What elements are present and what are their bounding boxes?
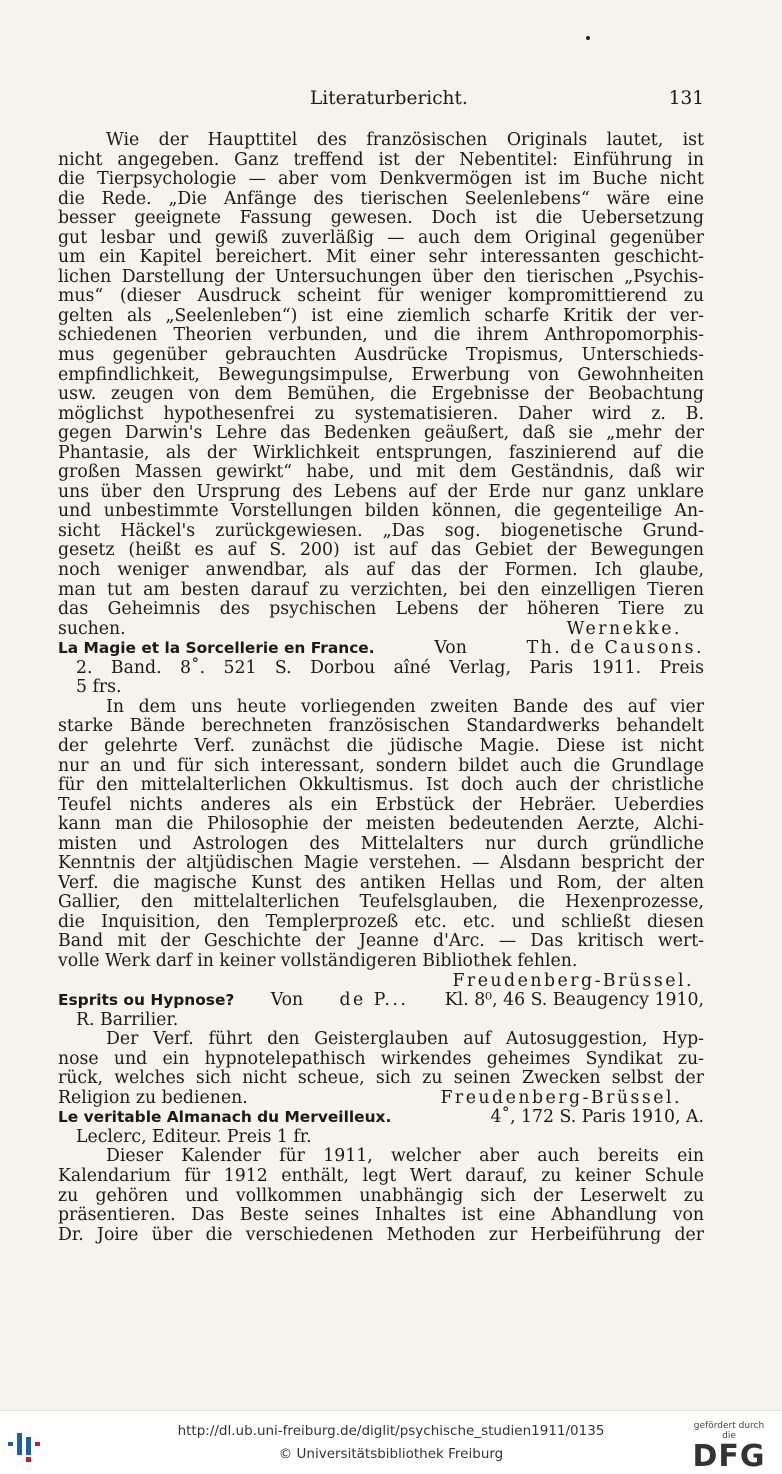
review-by: Von <box>270 990 304 1011</box>
text-line: Verf. die magische Kunst des antiken Hellas und Rom, der alten <box>58 872 704 893</box>
text-line-with-signature <box>58 620 704 640</box>
reviewer-signature: Freudenberg-Brüssel. <box>452 970 694 991</box>
text-line: nur an und für sich interessant, sondern bildet auch die Grundlage <box>58 755 704 776</box>
body-text <box>58 131 704 1245</box>
text-line: schiedenen Theorien verbunden, und die ihrem Anthropomorphis- <box>58 325 704 346</box>
text-line: möglichst hypothesenfrei zu systematisieren. Daher wird z. B. <box>58 403 704 424</box>
text-line: noch weniger anwendbar, als auf das der Formen. Ich glaube, <box>58 560 704 581</box>
text-line: Kenntnis der altjüdischen Magie verstehen. — Alsdann bespricht der <box>58 853 704 874</box>
review-heading <box>58 991 704 1011</box>
text-line-with-signature <box>58 1089 704 1109</box>
text-line: für den mittelalterlichen Okkultismus. Ist doch auch der christliche <box>58 775 704 796</box>
text-line: um ein Kapitel bereichert. Mit einer sehr interessanten geschicht- <box>58 247 704 268</box>
text-line: der gelehrte Verf. zunächst die jüdische Magie. Diese ist nicht <box>58 735 704 756</box>
bibliographic-line: R. Barrilier. <box>76 1009 179 1030</box>
speck-mark <box>586 36 590 40</box>
text-line: das Geheimnis des psychischen Lebens der höheren Tiere zu <box>58 599 704 620</box>
text-line: und unbestimmte Vorstellungen bilden können, die gegenteilige An- <box>58 501 704 522</box>
text-line: die Rede. „Die Anfänge des tierischen Seelenlebens“ wäre eine <box>58 188 704 209</box>
review-author: Th. de Causons. <box>526 638 704 659</box>
text-line: die Inquisition, den Templerprozeß etc. etc. und schließt diesen <box>58 911 704 932</box>
page-number: 131 <box>668 88 704 109</box>
text-line: volle Werk darf in keiner vollständigeren Bibliothek fehlen. <box>58 950 578 971</box>
text-line: nicht angegeben. Ganz treffend ist der Nebentitel: Einführung in <box>58 149 704 170</box>
running-head <box>58 88 704 114</box>
text-line: zu gehören und vollkommen unabhängig sich der Leserwelt zu <box>58 1185 704 1206</box>
text-fragment: Religion zu bedienen. <box>58 1087 248 1108</box>
bibliographic-line: 5 frs. <box>76 677 122 698</box>
dfg-caption: gefördert durch die <box>693 1421 765 1441</box>
text-line: mus gegenüber gebrauchten Ausdrücke Tropismus, Unterschieds- <box>58 345 704 366</box>
bibliographic-line: 2. Band. 8˚. 521 S. Dorbou aîné Verlag, Paris 1911. Preis <box>76 657 704 678</box>
text-line: Gallier, den mittelalterlichen Teufelsglauben, die Hexenprozesse, <box>58 892 704 913</box>
text-line: die Tierpsychologie — aber vom Denkvermögen ist im Buche nicht <box>58 169 704 190</box>
review-by: Von <box>434 638 467 659</box>
review-title: Esprits ou Hypnose? <box>58 991 235 1010</box>
text-line: lichen Darstellung der Untersuchungen über den tierischen „Psychis- <box>58 266 704 287</box>
permalink-url[interactable]: http://dl.ub.uni-freiburg.de/diglit/psychische_studien1911/0135 <box>177 1423 605 1439</box>
text-line: starke Bände berechneten französischen Standardwerks behandelt <box>58 716 704 737</box>
bibliographic-info: Kl. 8⁰, 46 S. Beaugency 1910, <box>444 990 704 1011</box>
text-line: mus“ (dieser Ausdruck scheint für weniger kompromittierend zu <box>58 286 704 307</box>
text-line: Band mit der Geschichte der Jeanne d'Arc. — Das kritisch wert- <box>58 931 704 952</box>
review-heading <box>58 1108 704 1128</box>
text-line: uns über den Ursprung des Lebens auf der Erde nur ganz unklare <box>58 481 704 502</box>
text-line: Dr. Joire über die verschiedenen Methoden zur Herbeiführung der <box>58 1224 704 1245</box>
viewer-footer <box>0 1410 782 1474</box>
reviewer-signature: Freudenberg-Brüssel. <box>440 1087 682 1108</box>
text-line: nose und ein hypnotelepathisch wirkendes geheimes Syndikat zu- <box>58 1048 704 1069</box>
dfg-wordmark: DFG <box>692 1439 766 1474</box>
text-line: gesetz (heißt es auf S. 200) ist auf das Gebiet der Bewegungen <box>58 540 704 561</box>
text-fragment: suchen. <box>58 618 126 639</box>
text-line: rück, welches sich nicht scheue, sich zu seinen Zwecken selbst der <box>58 1068 704 1089</box>
reviewer-signature: Wernekke. <box>566 618 682 639</box>
text-line: kann man die Philosophie der meisten bedeutenden Aerzte, Alchi- <box>58 814 704 835</box>
text-line: gelten als „Seelenleben“) ist eine ziemlich scharfe Kritik der ver- <box>58 305 704 326</box>
bibliographic-line: Leclerc, Editeur. Preis 1 fr. <box>76 1126 312 1147</box>
running-head-title: Literaturbericht. <box>310 88 468 109</box>
text-line: usw. zeugen von dem Bemühen, die Ergebnisse der Beobachtung <box>58 384 704 405</box>
text-line: Dieser Kalender für 1911, welcher aber auch bereits ein <box>106 1146 704 1167</box>
text-line: Kalendarium für 1912 enthält, legt Wert darauf, zu keiner Schule <box>58 1165 704 1186</box>
review-heading <box>58 639 704 659</box>
text-line: In dem uns heute vorliegenden zweiten Bande des auf vier <box>106 696 704 717</box>
review-title: La Magie et la Sorcellerie en France. <box>58 639 375 658</box>
bibliographic-info: 4˚, 172 S. Paris 1910, A. <box>490 1107 704 1128</box>
text-line: man tut am besten darauf zu verzichten, bei den einzelligen Tieren <box>58 579 704 600</box>
dfg-logo-icon <box>686 1421 772 1474</box>
text-line: Der Verf. führt den Geisterglauben auf Autosuggestion, Hyp- <box>106 1029 704 1050</box>
text-line: gut lesbar und gewiß zuverläßig — auch dem Original gegenüber <box>58 227 704 248</box>
review-title: Le veritable Almanach du Merveilleux. <box>58 1108 392 1127</box>
text-line: empfindlichkeit, Bewegungsimpulse, Erwerbung von Gewohnheiten <box>58 364 704 385</box>
text-line: präsentieren. Das Beste seines Inhaltes ist eine Abhandlung von <box>58 1205 704 1226</box>
text-line: Teufel nichts anderes als ein Erbstück der Hebräer. Ueberdies <box>58 794 704 815</box>
text-line: Wie der Haupttitel des französischen Originals lautet, ist <box>106 130 704 150</box>
copyright-notice: © Universitätsbibliothek Freiburg <box>278 1446 504 1462</box>
text-line: besser geeignete Fassung gewesen. Doch ist die Uebersetzung <box>58 208 704 229</box>
text-line: großen Massen gewirkt“ habe, und mit dem Geständnis, daß wir <box>58 462 704 483</box>
text-line: sicht Häckel's zurückgewiesen. „Das sog. biogenetische Grund- <box>58 520 704 541</box>
text-line: gegen Darwin's Lehre das Bedenken geäußert, daß sie „mehr der <box>58 423 704 444</box>
text-line: misten und Astrologen des Mittelalters nur durch gründliche <box>58 833 704 854</box>
text-line: Phantasie, als der Wirklichkeit entsprungen, faszinierend auf die <box>58 442 704 463</box>
review-author: de P... <box>339 990 409 1011</box>
